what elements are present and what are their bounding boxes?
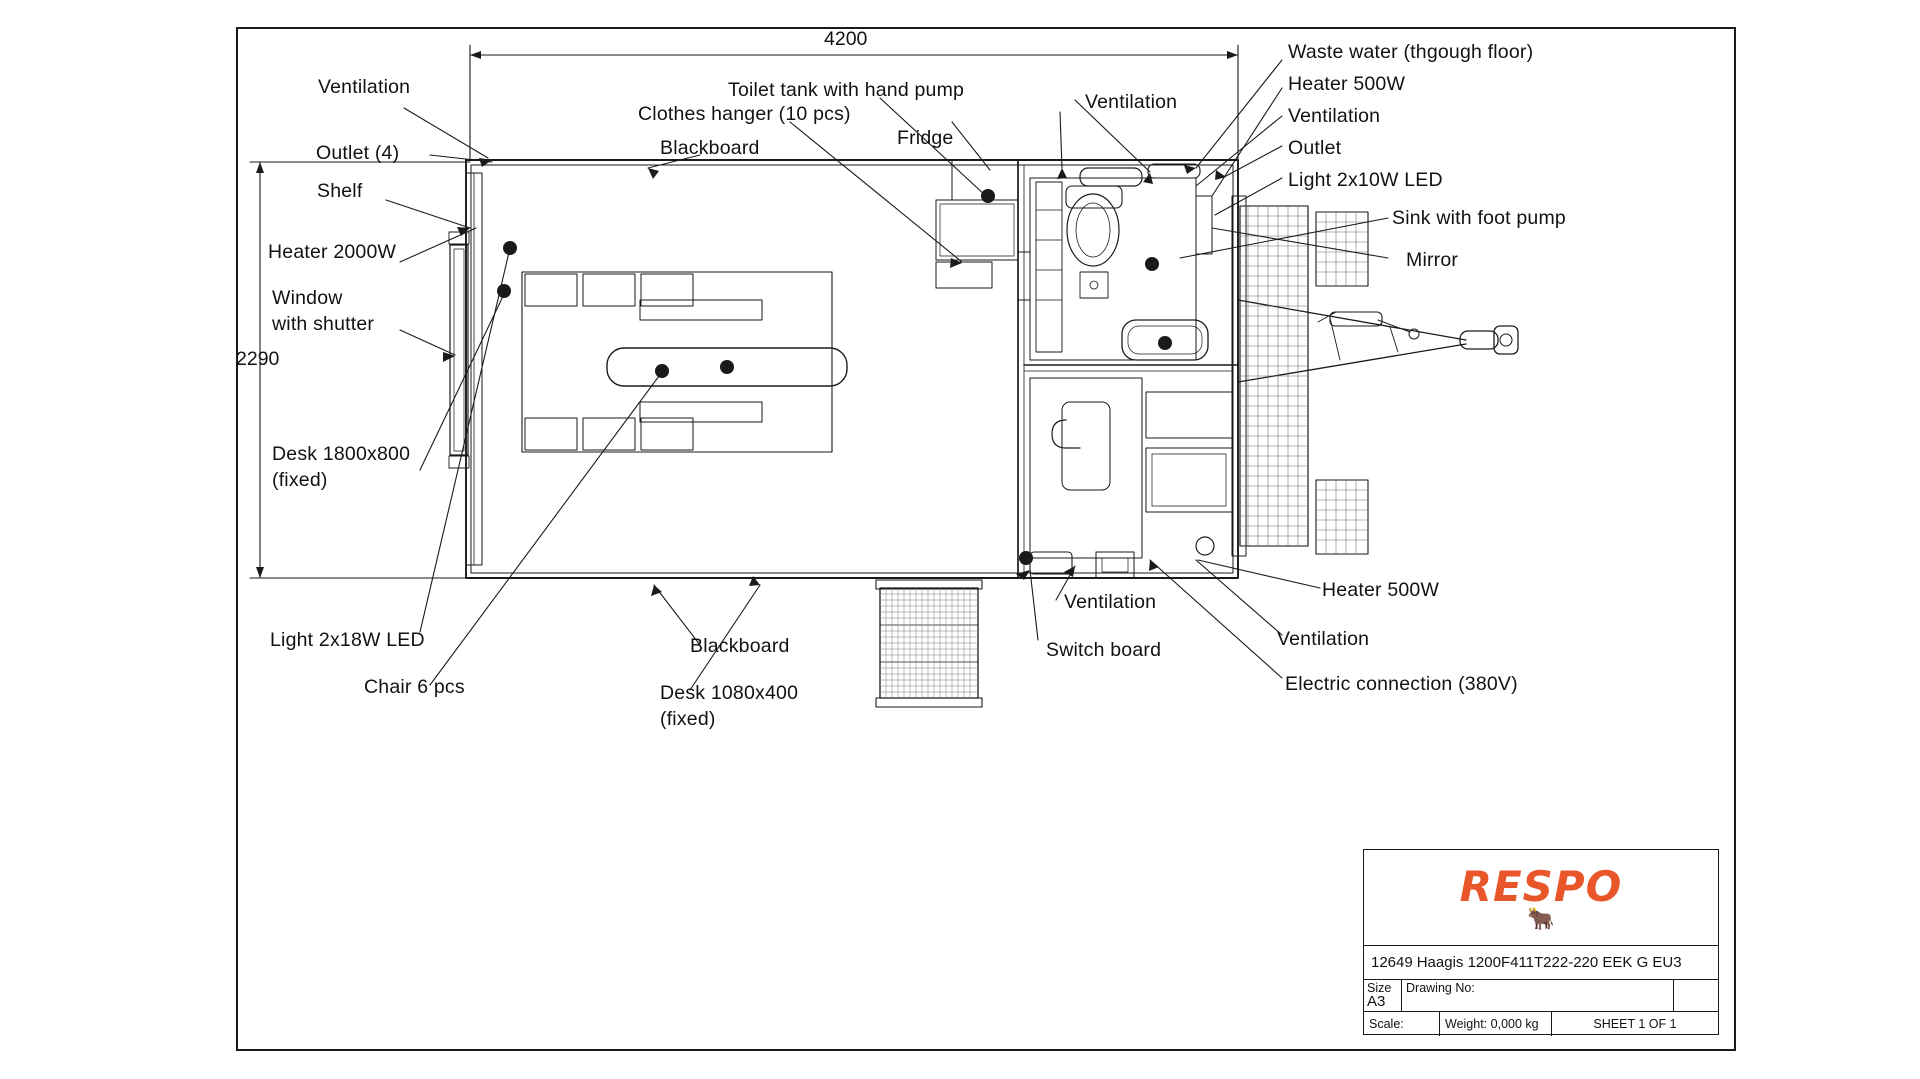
label-desk-1080-line1: Desk 1080x400 [660, 682, 799, 704]
title-block [1363, 849, 1719, 1035]
sheet-value: SHEET 1 OF 1 [1593, 1017, 1677, 1031]
label-heater-500w-bottom: Heater 500W [1322, 579, 1440, 601]
item-number: 12649 [1371, 954, 1413, 971]
label-toilet-tank: Toilet tank with hand pump [728, 79, 965, 101]
respo-logo [1364, 850, 1718, 946]
size-cell [1364, 980, 1402, 1011]
label-clothes-hanger: Clothes hanger (10 pcs) [638, 103, 851, 125]
bull-icon: 🐂 [1527, 906, 1555, 931]
item-name: Haagis 1200F411T222-220 EEK G EU3 [1416, 954, 1682, 971]
label-window-shutter-line2: with shutter [272, 313, 375, 335]
label-ventilation-top-mid: Ventilation [1085, 91, 1178, 113]
scale-cell [1364, 1012, 1440, 1036]
weight-cell [1440, 1012, 1552, 1036]
label-desk-1800-line2: (fixed) [272, 469, 328, 491]
label-blackboard-top: Blackboard [660, 137, 760, 159]
label-sink-foot-pump: Sink with foot pump [1392, 207, 1566, 229]
label-ventilation-bottom-mid: Ventilation [1064, 591, 1157, 613]
label-switch-board: Switch board [1046, 639, 1162, 661]
label-desk-1080-line2: (fixed) [660, 708, 716, 730]
label-fridge: Fridge [897, 127, 954, 149]
label-heater-2000w: Heater 2000W [268, 241, 397, 263]
sheet-cell [1552, 1012, 1718, 1036]
label-chair-6pcs: Chair 6 pcs [364, 676, 465, 698]
brand-name: RESPO [1459, 862, 1623, 911]
label-ventilation-top-left: Ventilation [318, 76, 411, 98]
drawing-no-cell [1402, 980, 1674, 1011]
label-electric-connection: Electric connection (380V) [1285, 673, 1518, 695]
dimension-text-4200: 4200 [824, 28, 868, 50]
title-block-row-size [1364, 980, 1718, 1012]
scale-label: Scale: [1369, 1017, 1404, 1031]
drawing-no-label: Drawing No: [1406, 981, 1475, 995]
weight-value: 0,000 kg [1490, 1017, 1539, 1031]
label-mirror: Mirror [1406, 249, 1459, 271]
revision-cell [1674, 980, 1718, 1011]
label-desk-1800-line1: Desk 1800x800 [272, 443, 411, 465]
label-blackboard-bottom: Blackboard [690, 635, 790, 657]
dimension-text-2290: 2290 [236, 348, 280, 370]
size-label: Size [1367, 981, 1392, 995]
weight-label: Weight: [1445, 1017, 1488, 1031]
label-outlet-right: Outlet [1288, 137, 1342, 159]
label-ventilation-right: Ventilation [1288, 105, 1381, 127]
size-value: A3 [1367, 993, 1386, 1010]
label-light-2x10w: Light 2x10W LED [1288, 169, 1443, 191]
label-outlet-4: Outlet (4) [316, 142, 400, 164]
label-light-2x18w: Light 2x18W LED [270, 629, 425, 651]
label-ventilation-bottom-right: Ventilation [1277, 628, 1370, 650]
label-heater-500w-top: Heater 500W [1288, 73, 1406, 95]
title-block-row-scale [1364, 1012, 1718, 1036]
label-window-shutter-line1: Window [272, 287, 343, 309]
label-waste-water: Waste water (thgough floor) [1288, 41, 1534, 63]
label-shelf: Shelf [317, 180, 363, 202]
title-block-item-row [1364, 946, 1718, 980]
